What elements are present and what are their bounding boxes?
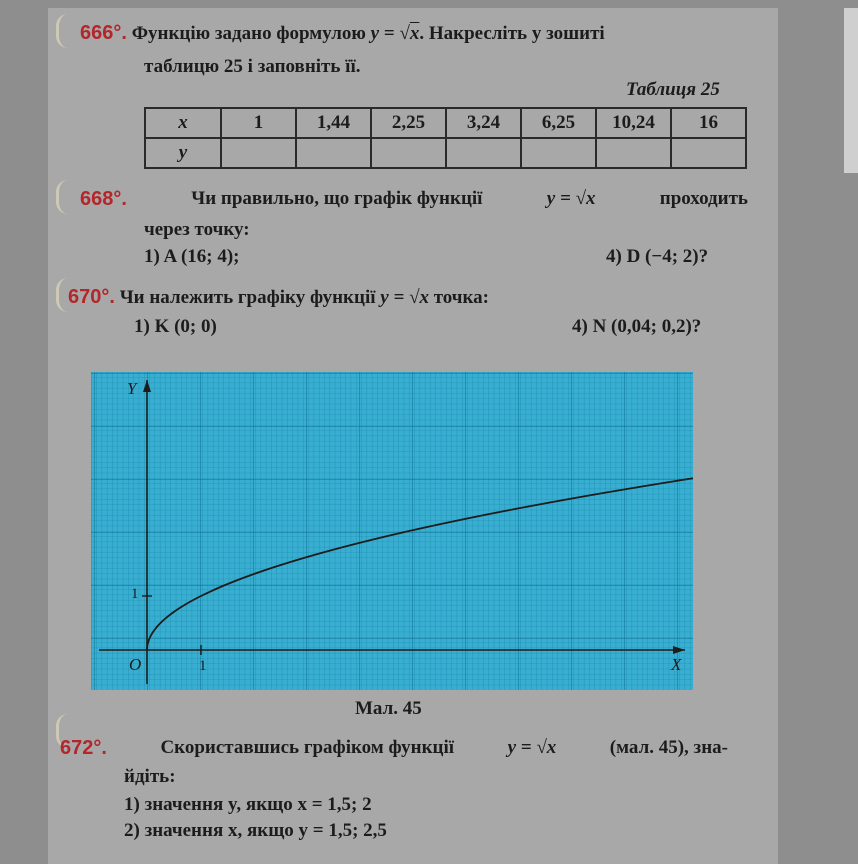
problem-668-line2: через точку: xyxy=(144,219,250,240)
row-label-y: y xyxy=(145,138,221,168)
problem-number: 670°. xyxy=(68,286,115,308)
function-graph xyxy=(91,372,693,690)
row-label-x: x xyxy=(145,108,221,138)
problem-text: Чи належить графіку функції xyxy=(119,287,376,308)
option-1: 1) K (0; 0) xyxy=(134,316,217,337)
table-cell: 6,25 xyxy=(521,108,596,138)
table-cell-empty xyxy=(221,138,296,168)
problem-text: Чи правильно, що графік функції xyxy=(191,188,483,209)
item-2: 2) значення x, якщо y = 1,5; 2,5 xyxy=(124,820,387,841)
formula-y: y xyxy=(370,23,380,44)
origin-label: O xyxy=(129,655,142,674)
y-axis-label: Y xyxy=(127,379,137,398)
formula: y = √x xyxy=(507,737,557,758)
item-1: 1) значення y, якщо x = 1,5; 2 xyxy=(124,794,372,815)
table-25 xyxy=(144,107,747,169)
x-tick-label: 1 xyxy=(199,658,207,674)
bookmark-icon xyxy=(56,14,81,48)
table-cell: 2,25 xyxy=(371,108,446,138)
problem-text: Скориставшись графіком функції xyxy=(160,737,455,758)
x-axis-label: X xyxy=(671,655,682,674)
table-cell-empty xyxy=(671,138,746,168)
problem-text-end: проходить xyxy=(659,188,748,209)
table-row-y xyxy=(145,138,746,168)
option-4: 4) D (−4; 2)? xyxy=(606,246,709,267)
problem-number: 668°. xyxy=(80,188,127,210)
table-cell-empty xyxy=(521,138,596,168)
problem-672-line2: йдіть: xyxy=(124,766,176,787)
table-cell: 1 xyxy=(221,108,296,138)
formula-eq: = xyxy=(383,23,395,44)
grid-coarse xyxy=(91,372,693,690)
sqrt-icon: √x xyxy=(399,23,420,44)
problem-text-end: . Накресліть у зошиті xyxy=(419,23,605,44)
formula: y = √x xyxy=(546,188,596,209)
table-cell: 10,24 xyxy=(596,108,671,138)
option-1: 1) A (16; 4); xyxy=(144,246,240,267)
problem-672 xyxy=(60,733,728,763)
problem-number: 672°. xyxy=(60,737,107,759)
problem-666 xyxy=(80,18,605,49)
table-cell-empty xyxy=(371,138,446,168)
table-cell: 3,24 xyxy=(446,108,521,138)
problem-668 xyxy=(80,184,748,214)
problem-670 xyxy=(68,282,489,313)
formula: y = √x xyxy=(380,287,429,308)
table-cell-empty xyxy=(596,138,671,168)
bookmark-icon xyxy=(56,180,81,214)
table-cell-empty xyxy=(446,138,521,168)
problem-number: 666°. xyxy=(80,22,127,44)
problem-text-end: (мал. 45), зна- xyxy=(609,737,728,758)
figure-caption: Мал. 45 xyxy=(355,698,422,719)
page-edge xyxy=(844,8,858,173)
problem-666-line2: таблицю 25 і заповніть її. xyxy=(144,56,361,77)
table-cell-empty xyxy=(296,138,371,168)
y-tick-label: 1 xyxy=(131,586,139,602)
table-cell: 1,44 xyxy=(296,108,371,138)
problem-text: Функцію задано формулою xyxy=(131,23,366,44)
table-cell: 16 xyxy=(671,108,746,138)
table-row-x xyxy=(145,108,746,138)
table-caption: Таблиця 25 xyxy=(626,79,720,100)
formula-x: x xyxy=(409,23,420,44)
problem-text-end: точка: xyxy=(433,287,489,308)
option-4: 4) N (0,04; 0,2)? xyxy=(572,316,702,337)
